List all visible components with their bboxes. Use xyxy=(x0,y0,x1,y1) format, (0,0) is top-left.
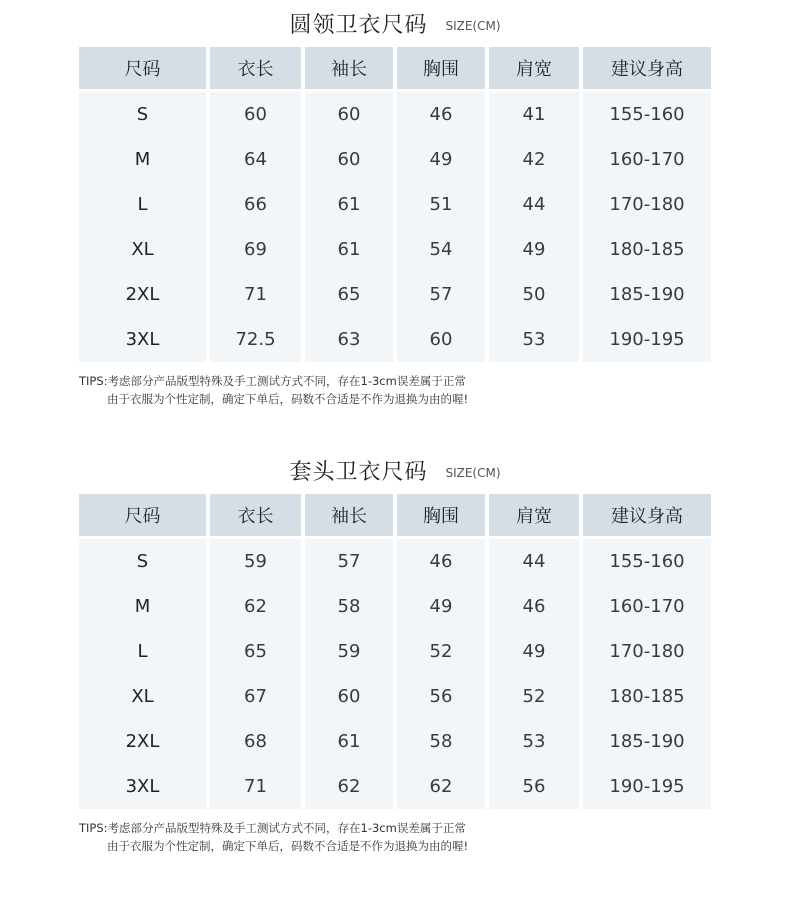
table-cell-chest: 49 xyxy=(429,149,453,170)
column-shoulder xyxy=(489,92,579,362)
section-title: 套头卫衣尺码 xyxy=(289,459,428,485)
table-cell-sleeve: 60 xyxy=(337,686,361,707)
table-cell-height: 180-185 xyxy=(609,686,685,707)
table-cell-length: 62 xyxy=(244,596,267,617)
table-cell-length: 69 xyxy=(244,239,267,260)
table-cell-length: 68 xyxy=(244,731,267,752)
table-cell-shoulder: 53 xyxy=(522,329,546,350)
table-cell-height: 160-170 xyxy=(609,596,685,617)
header-cell-length: 衣长 xyxy=(210,494,301,536)
table-cell-shoulder: 41 xyxy=(522,104,546,125)
column-length xyxy=(210,92,301,362)
column-chest xyxy=(397,539,485,809)
table-cell-length: 72.5 xyxy=(235,329,276,350)
table-cell-height: 190-195 xyxy=(609,329,685,350)
table-cell-sleeve: 61 xyxy=(337,194,361,215)
table-cell-length: 65 xyxy=(244,641,267,662)
column-size xyxy=(79,539,206,809)
table-cell-length: 67 xyxy=(244,686,267,707)
table-cell-sleeve: 57 xyxy=(337,551,361,572)
section-title: 圆领卫衣尺码 xyxy=(289,12,428,38)
header-cell-shoulder: 肩宽 xyxy=(489,494,579,536)
table-cell-sleeve: 62 xyxy=(337,776,361,797)
table-cell-length: 71 xyxy=(244,776,267,797)
header-cell-height: 建议身高 xyxy=(583,47,711,89)
table-cell-sleeve: 58 xyxy=(337,596,361,617)
size-table xyxy=(79,494,711,809)
column-height xyxy=(583,539,711,809)
table-cell-size: XL xyxy=(131,239,154,260)
table-cell-size: L xyxy=(137,641,148,662)
table-cell-shoulder: 53 xyxy=(522,731,546,752)
header-cell-sleeve: 袖长 xyxy=(305,494,393,536)
column-chest xyxy=(397,92,485,362)
tips-line-1: TIPS:考虑部分产品版型特殊及手工测试方式不同，存在1-3cm误差属于正常 xyxy=(79,374,466,388)
table-cell-length: 60 xyxy=(244,104,267,125)
tips-note xyxy=(79,372,719,408)
table-cell-size: 2XL xyxy=(125,731,160,752)
table-cell-height: 180-185 xyxy=(609,239,685,260)
unit-label: SIZE(CM) xyxy=(445,465,501,480)
table-cell-length: 64 xyxy=(244,149,267,170)
header-cell-length: 衣长 xyxy=(210,47,301,89)
table-cell-shoulder: 46 xyxy=(522,596,546,617)
column-height xyxy=(583,92,711,362)
table-cell-sleeve: 61 xyxy=(337,239,361,260)
table-cell-chest: 58 xyxy=(429,731,453,752)
table-cell-height: 170-180 xyxy=(609,194,685,215)
table-cell-chest: 46 xyxy=(429,551,453,572)
table-cell-size: S xyxy=(136,104,149,125)
table-cell-size: M xyxy=(134,596,151,617)
table-cell-height: 155-160 xyxy=(609,104,685,125)
section-title-row xyxy=(0,5,790,41)
table-cell-sleeve: 61 xyxy=(337,731,361,752)
table-cell-chest: 56 xyxy=(429,686,453,707)
table-cell-chest: 60 xyxy=(429,329,453,350)
column-size xyxy=(79,92,206,362)
table-cell-height: 160-170 xyxy=(609,149,685,170)
table-cell-sleeve: 60 xyxy=(337,104,361,125)
table-cell-shoulder: 50 xyxy=(522,284,546,305)
table-cell-shoulder: 52 xyxy=(522,686,546,707)
table-cell-size: M xyxy=(134,149,151,170)
table-cell-chest: 51 xyxy=(429,194,453,215)
table-cell-length: 66 xyxy=(244,194,267,215)
table-cell-shoulder: 49 xyxy=(522,239,546,260)
table-cell-size: L xyxy=(137,194,148,215)
table-cell-chest: 49 xyxy=(429,596,453,617)
header-cell-chest: 胸围 xyxy=(397,47,485,89)
table-cell-size: S xyxy=(136,551,149,572)
table-cell-length: 71 xyxy=(244,284,267,305)
table-cell-chest: 46 xyxy=(429,104,453,125)
table-cell-height: 155-160 xyxy=(609,551,685,572)
column-shoulder xyxy=(489,539,579,809)
table-cell-size: 3XL xyxy=(125,776,160,797)
table-cell-chest: 52 xyxy=(429,641,453,662)
table-cell-sleeve: 59 xyxy=(337,641,361,662)
section-title-row xyxy=(0,452,790,488)
table-cell-chest: 54 xyxy=(429,239,453,260)
table-cell-chest: 57 xyxy=(429,284,453,305)
tips-note xyxy=(79,819,719,855)
table-cell-shoulder: 56 xyxy=(522,776,546,797)
column-sleeve xyxy=(305,539,393,809)
table-cell-size: XL xyxy=(131,686,154,707)
table-cell-size: 3XL xyxy=(125,329,160,350)
header-cell-shoulder: 肩宽 xyxy=(489,47,579,89)
table-cell-chest: 62 xyxy=(429,776,453,797)
header-cell-size: 尺码 xyxy=(79,47,206,89)
tips-line-2: 由于衣服为个性定制，确定下单后，码数不合适是不作为退换为由的喔! xyxy=(107,392,469,406)
column-sleeve xyxy=(305,92,393,362)
table-cell-height: 170-180 xyxy=(609,641,685,662)
table-cell-shoulder: 44 xyxy=(522,194,546,215)
table-cell-sleeve: 65 xyxy=(337,284,361,305)
tips-line-2: 由于衣服为个性定制，确定下单后，码数不合适是不作为退换为由的喔! xyxy=(107,839,469,853)
table-cell-sleeve: 63 xyxy=(337,329,361,350)
table-cell-shoulder: 44 xyxy=(522,551,546,572)
table-cell-size: 2XL xyxy=(125,284,160,305)
size-table xyxy=(79,47,711,362)
table-cell-shoulder: 49 xyxy=(522,641,546,662)
header-cell-chest: 胸围 xyxy=(397,494,485,536)
header-cell-sleeve: 袖长 xyxy=(305,47,393,89)
table-cell-length: 59 xyxy=(244,551,267,572)
table-cell-height: 185-190 xyxy=(609,284,685,305)
header-cell-height: 建议身高 xyxy=(583,494,711,536)
table-cell-height: 190-195 xyxy=(609,776,685,797)
table-cell-shoulder: 42 xyxy=(522,149,546,170)
column-length xyxy=(210,539,301,809)
table-cell-height: 185-190 xyxy=(609,731,685,752)
tips-line-1: TIPS:考虑部分产品版型特殊及手工测试方式不同，存在1-3cm误差属于正常 xyxy=(79,821,466,835)
table-cell-sleeve: 60 xyxy=(337,149,361,170)
header-cell-size: 尺码 xyxy=(79,494,206,536)
unit-label: SIZE(CM) xyxy=(445,18,501,33)
